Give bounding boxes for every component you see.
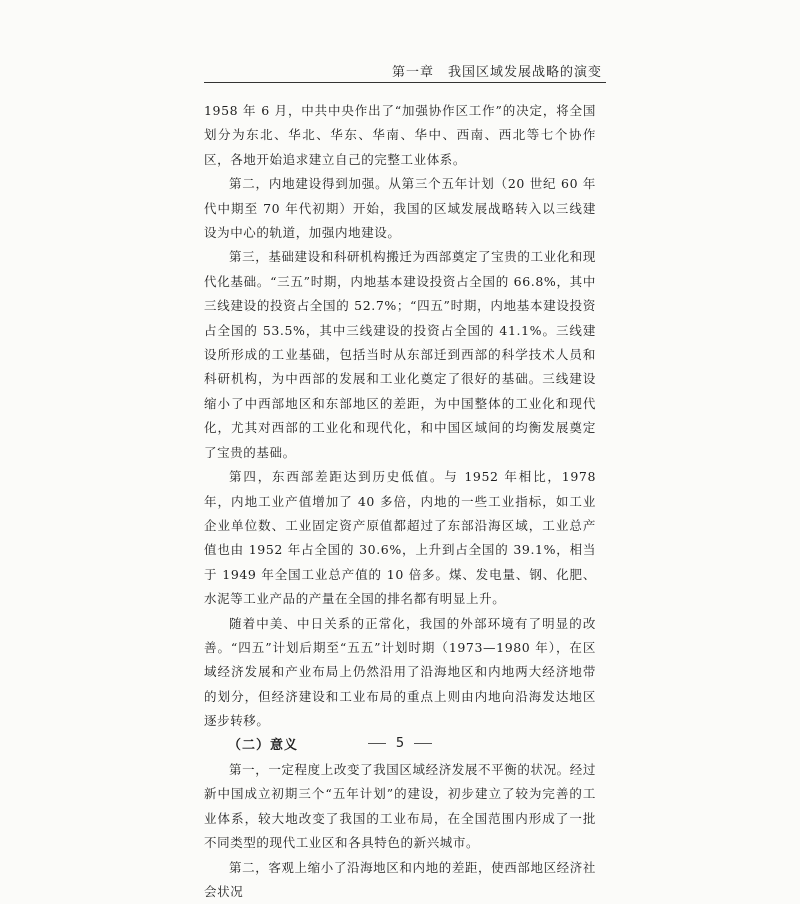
paragraph-continued: 1958 年 6 月，中共中央作出了“加强协作区工作”的决定，将全国划分为东北、华北、华东、华南、华中、西南、西北等七个协作区，各地开始追求建立自己的完整工业体系。 <box>204 103 596 167</box>
page-number-footer <box>0 736 800 751</box>
header-rule <box>204 82 606 83</box>
paragraph-western-foundation: 第三，基础建设和科研机构搬迁为西部奠定了宝贵的工业化和现代化基础。“三五”时期，内地基本建设投资占全国的 66.8%，其中三线建设的投资占全国的 52.7%；“四五”时期，内地基本建设投资占全国的 53.5%，其中三线建设的投资占全国的 41.1%。三线建设所形成的工业基础，包括当时从东部迁到西部的科学技术人员和科研机构，为中西部的发展和工业化奠定了很好的基础。三线建设缩小了中西部地区和东部地区的差距，为中国整体的工业化和现代化，尤其对西部的工业化和现代化，和中国区域间的均衡发展奠定了宝贵的基础。 <box>204 249 596 460</box>
page-number: 5 <box>395 736 405 751</box>
page-number-dash-right <box>414 743 432 744</box>
paragraph-external-environment: 随着中美、中日关系的正常化，我国的外部环境有了明显的改善。“四五”计划后期至“五五”计划时期（1973—1980 年），在区域经济发展和产业布局上仍然沿用了沿海地区和内地两大经济地带的划分，但经济建设和工业布局的重点上则由内地向沿海发达地区逐步转移。 <box>204 615 596 729</box>
paragraph-significance-second: 第二，客观上缩小了沿海地区和内地的差距，使西部地区经济社会状况 <box>204 859 596 899</box>
body-text <box>204 99 596 904</box>
page-number-dash-left <box>368 743 386 744</box>
paragraph-inland-construction: 第二，内地建设得到加强。从第三个五年计划（20 世纪 60 年代中期至 70 年代初期）开始，我国的区域发展战略转入以三线建设为中心的轨道，加强内地建设。 <box>204 176 596 241</box>
running-head-title: 第一章 我国区域发展战略的演变 <box>391 65 602 80</box>
paragraph-significance-first: 第一，一定程度上改变了我国区域经济发展不平衡的状况。经过新中国成立初期三个“五年计划”的建设，初步建立了较为完善的工业体系，较大地改变了我国的工业布局，在全国范围内形成了一批不同类型的现代工业区和各具特色的新兴城市。 <box>204 761 596 851</box>
section-heading-significance: （二）意义 <box>228 737 299 753</box>
paragraph-east-west-gap: 第四，东西部差距达到历史低值。与 1952 年相比，1978 年，内地工业产值增加了 40 多倍，内地的一些工业指标，如工业企业单位数、工业固定资产原值都超过了东部沿海区域，工业总产值也由 1952 年占全国的 30.6%，上升到占全国的 39.1%，相当于 1949 年全国工业总产值的 10 倍多。煤、发电量、钢、化肥、水泥等工业产品的产量在全国的排名都有明显上升。 <box>204 469 596 607</box>
